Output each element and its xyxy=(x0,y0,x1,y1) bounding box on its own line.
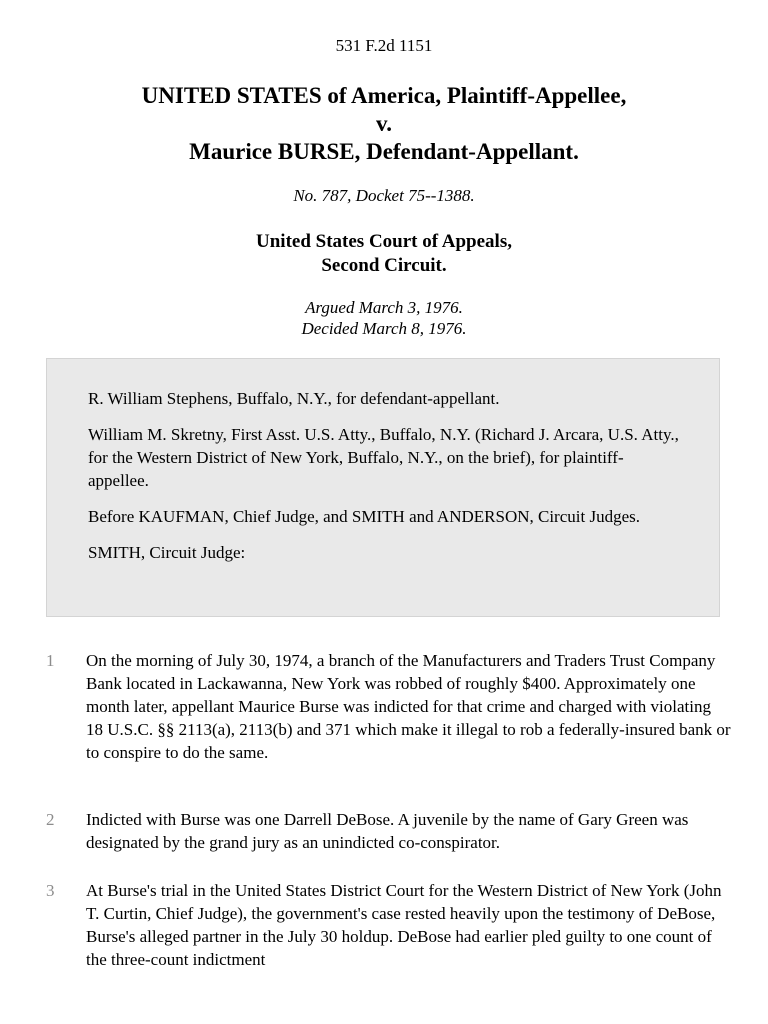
court-name-line-2: Second Circuit. xyxy=(321,255,447,276)
paragraph-text: At Burse's trial in the United States District Court for the Western District of New York (John T. Curtin, Chief Judge), the government's case rested heavily upon the testimony of DeBose, Burse's alleged partner in the July 30 holdup. DeBose had earlier pled guilty to one count of the three-count indictment xyxy=(86,881,722,969)
court-name xyxy=(0,230,768,278)
docket-number: No. 787, Docket 75--1388. xyxy=(293,186,475,205)
defendant-party: Maurice BURSE, Defendant-Appellant. xyxy=(189,139,579,164)
case-caption xyxy=(0,82,768,166)
opinion-author: SMITH, Circuit Judge: xyxy=(88,543,246,562)
decided-date: Decided March 8, 1976. xyxy=(301,319,467,338)
case-citation: 531 F.2d 1151 xyxy=(335,36,433,55)
plaintiff-party: UNITED STATES of America, Plaintiff-Appellee, xyxy=(141,83,627,108)
case-dates xyxy=(0,297,768,339)
paragraph-number: 1 xyxy=(46,651,55,670)
court-name-line-1: United States Court of Appeals, xyxy=(256,231,512,252)
counsel-panel xyxy=(46,358,720,617)
paragraph-number: 2 xyxy=(46,810,55,829)
paragraph-text: On the morning of July 30, 1974, a branch of the Manufacturers and Traders Trust Company Bank located in Lackawanna, New York was robbed of roughly $400. Approximately one month later, appellant Maurice Burse was indicted for that crime and charged with violating 18 U.S.C. §§ 2113(a), 2113(b) and 371 which make it illegal to rob a federally-insured bank or to conspire to do the same. xyxy=(86,651,731,762)
argued-date: Argued March 3, 1976. xyxy=(305,298,463,317)
defendant-counsel: R. William Stephens, Buffalo, N.Y., for defendant-appellant. xyxy=(88,389,500,408)
paragraph-text: Indicted with Burse was one Darrell DeBose. A juvenile by the name of Gary Green was designated by the grand jury as an unindicted co-conspirator. xyxy=(86,810,689,852)
paragraph-number: 3 xyxy=(46,881,55,900)
judges-panel: Before KAUFMAN, Chief Judge, and SMITH and ANDERSON, Circuit Judges. xyxy=(88,507,640,526)
plaintiff-counsel: William M. Skretny, First Asst. U.S. Atty., Buffalo, N.Y. (Richard J. Arcara, U.S. Atty., for the Western District of New York, Buffalo, N.Y., on the brief), for plaintiff-appellee. xyxy=(88,425,679,490)
versus-label: v. xyxy=(376,111,392,136)
